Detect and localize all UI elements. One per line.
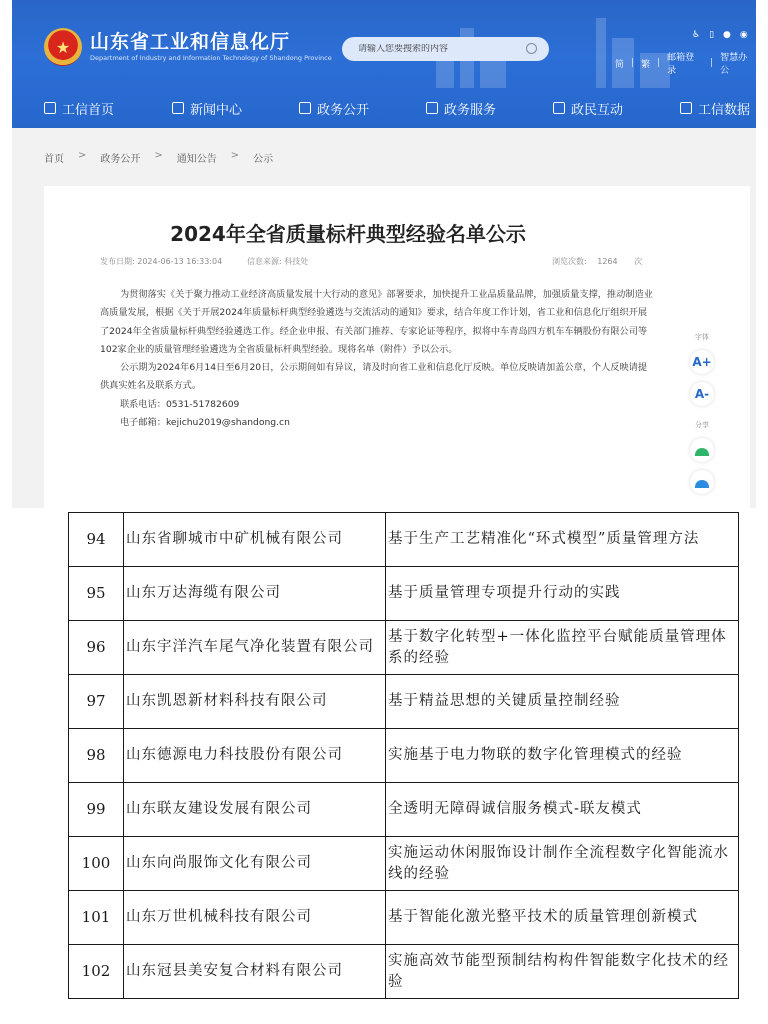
share-wechat-button[interactable] [690, 438, 714, 462]
row-number: 97 [69, 675, 124, 729]
table-row [69, 729, 739, 783]
breadcrumb-bar [12, 128, 756, 186]
font-increase-button[interactable]: A+ [690, 350, 714, 374]
experience-title: 实施基于电力物联的数字化管理模式的经验 [386, 729, 739, 783]
weibo-icon [695, 480, 709, 488]
font-size-label: 字体 [695, 333, 709, 341]
row-number: 101 [69, 891, 124, 945]
separator: | [631, 58, 635, 68]
nav-item-data[interactable] [680, 88, 750, 128]
row-number: 100 [69, 837, 124, 891]
article [44, 186, 750, 508]
company-name: 山东向尚服饰文化有限公司 [124, 837, 386, 891]
breadcrumb-gov-affairs[interactable]: 政务公开 [100, 154, 141, 165]
company-name: 山东冠县美安复合材料有限公司 [124, 945, 386, 999]
contact-phone-value: 0531-51782609 [165, 398, 240, 410]
row-number: 102 [69, 945, 124, 999]
separator: | [657, 58, 661, 68]
info-source-value: 科技处 [284, 257, 309, 266]
row-number: 99 [69, 783, 124, 837]
breadcrumb [44, 150, 273, 165]
breadcrumb-publicity[interactable]: 公示 [253, 154, 274, 165]
separator: | [710, 58, 714, 68]
article-paragraph: 为贯彻落实《关于聚力推动工业经济高质量发展十大行动的意见》部署要求，加快提升工业品质量品牌，加强质量支撑，推动制造业高质量发展，根据《关于开展2024年质量标杆典型经验遴选与交流活动的通知》要求，结合年度工作计划，省工业和信息化厅组织开展了2024年全省质量标杆典型经验遴选工作。经企业申报、有关部门推荐、专家论证等程序，拟将中车青岛四方机车车辆股份有限公司等102家企业的质量管理经验遴选为全省质量标杆典型经验。现将名单（附件）予以公示。 [100, 289, 653, 355]
experience-title: 基于数字化转型+一体化监控平台赋能质量管理体系的经验 [386, 621, 739, 675]
company-name: 山东宇洋汽车尾气净化装置有限公司 [124, 621, 386, 675]
monitor-icon [299, 102, 311, 114]
publish-date-value: 2024-06-13 16:33:04 [137, 257, 223, 266]
nav-item-home[interactable] [44, 88, 114, 128]
row-number: 98 [69, 729, 124, 783]
share-label: 分享 [695, 421, 709, 429]
nav-item-label: 政务公开 [317, 102, 370, 118]
search-icon[interactable] [526, 43, 537, 54]
experience-title: 实施高效节能型预制结构构件智能数字化技术的经验 [386, 945, 739, 999]
view-count [552, 256, 642, 267]
nav-item-label: 工信首页 [62, 102, 115, 118]
news-icon [172, 102, 184, 114]
service-icon [426, 102, 438, 114]
top-links [615, 50, 756, 76]
interaction-icon [553, 102, 565, 114]
experience-title: 全透明无障碍诚信服务模式-联友模式 [386, 783, 739, 837]
table-row [69, 621, 739, 675]
info-source [247, 256, 308, 267]
company-name: 山东联友建设发展有限公司 [124, 783, 386, 837]
nav-item-news[interactable] [172, 88, 242, 128]
experience-title: 基于智能化激光整平技术的质量管理创新模式 [386, 891, 739, 945]
company-name: 山东万世机械科技有限公司 [124, 891, 386, 945]
nav-item-label: 工信数据 [698, 102, 751, 118]
nav-item-label: 政民互动 [571, 102, 624, 118]
accessibility-toolbar [692, 30, 748, 40]
search-input[interactable] [358, 44, 518, 54]
wechat-icon [695, 448, 709, 456]
nav-item-label: 政务服务 [444, 102, 497, 118]
nav-item-gov-services[interactable] [426, 88, 496, 128]
view-count-label: 浏览次数: [552, 257, 587, 266]
search-box [342, 37, 549, 61]
view-count-value: 1264 [597, 257, 618, 266]
experience-title: 基于精益思想的关键质量控制经验 [386, 675, 739, 729]
experience-title: 基于生产工艺精准化“环式模型”质量管理方法 [386, 513, 739, 567]
share-weibo-button[interactable] [690, 470, 714, 494]
breadcrumb-home[interactable]: 首页 [44, 154, 64, 165]
national-emblem-icon: ★ [44, 28, 82, 66]
table-row [69, 783, 739, 837]
publish-date-label: 发布日期: [100, 257, 135, 266]
company-name: 山东万达海缆有限公司 [124, 567, 386, 621]
site-name-cn: 山东省工业和信息化厅 [90, 31, 291, 53]
row-number: 94 [69, 513, 124, 567]
breadcrumb-notices[interactable]: 通知公告 [176, 154, 217, 165]
article-paragraph: 公示期为2024年6月14日至6月20日，公示期间如有异议，请及时向省工业和信息化厅反映。单位反映请加盖公章，个人反映请提供真实姓名及联系方式。 [100, 362, 648, 392]
table-row [69, 513, 739, 567]
attachment-table [68, 512, 739, 999]
table-row [69, 567, 739, 621]
view-count-unit: 次 [634, 257, 643, 266]
smart-office-link[interactable]: 智慧办公 [720, 53, 748, 76]
company-name: 山东凯恩新材料科技有限公司 [124, 675, 386, 729]
wheelchair-icon[interactable]: ♿ [692, 30, 701, 40]
article-body [100, 286, 656, 432]
lang-simplified-link[interactable]: 简 [615, 59, 625, 70]
breadcrumb-separator: > [230, 150, 240, 161]
email-login-link[interactable]: 邮箱登录 [667, 53, 695, 76]
nav-item-interaction[interactable] [553, 88, 623, 128]
info-source-label: 信息来源: [247, 257, 282, 266]
font-decrease-button[interactable]: A- [690, 382, 714, 406]
side-tools [688, 332, 716, 494]
contact-email [100, 414, 656, 432]
mobile-icon[interactable]: ▯ [709, 30, 715, 40]
experience-title: 实施运动休闲服饰设计制作全流程数字化智能流水线的经验 [386, 837, 739, 891]
nav-item-label: 新闻中心 [190, 102, 243, 118]
table-row [69, 675, 739, 729]
breadcrumb-separator: > [154, 150, 163, 161]
main-nav [12, 88, 756, 128]
site-name-en: Department of Industry and Information Technology of Shandong Province [90, 54, 332, 62]
contact-phone [100, 396, 656, 414]
table-row [69, 891, 739, 945]
wechat-icon[interactable]: ● [723, 30, 731, 40]
contact-email-value: kejichu2019@shandong.cn [165, 417, 290, 429]
weibo-icon[interactable]: ◉ [739, 30, 748, 40]
table-row [69, 945, 739, 999]
publish-date [100, 256, 222, 267]
database-icon [680, 102, 692, 114]
lang-traditional-link[interactable]: 繁 [641, 59, 651, 70]
row-number: 95 [69, 567, 124, 621]
experience-title: 基于质量管理专项提升行动的实践 [386, 567, 739, 621]
nav-item-gov-affairs[interactable] [299, 88, 369, 128]
home-icon [44, 102, 56, 114]
site-header [12, 0, 756, 128]
table-row [69, 837, 739, 891]
breadcrumb-separator: > [78, 150, 87, 161]
row-number: 96 [69, 621, 124, 675]
contact-phone-label: 联系电话： [120, 398, 166, 410]
site-logo[interactable] [44, 28, 332, 66]
contact-email-label: 电子邮箱： [120, 417, 166, 429]
company-name: 山东省聊城市中矿机械有限公司 [124, 513, 386, 567]
page-title: 2024年全省质量标杆典型经验名单公示 [170, 222, 526, 246]
company-name: 山东德源电力科技股份有限公司 [124, 729, 386, 783]
